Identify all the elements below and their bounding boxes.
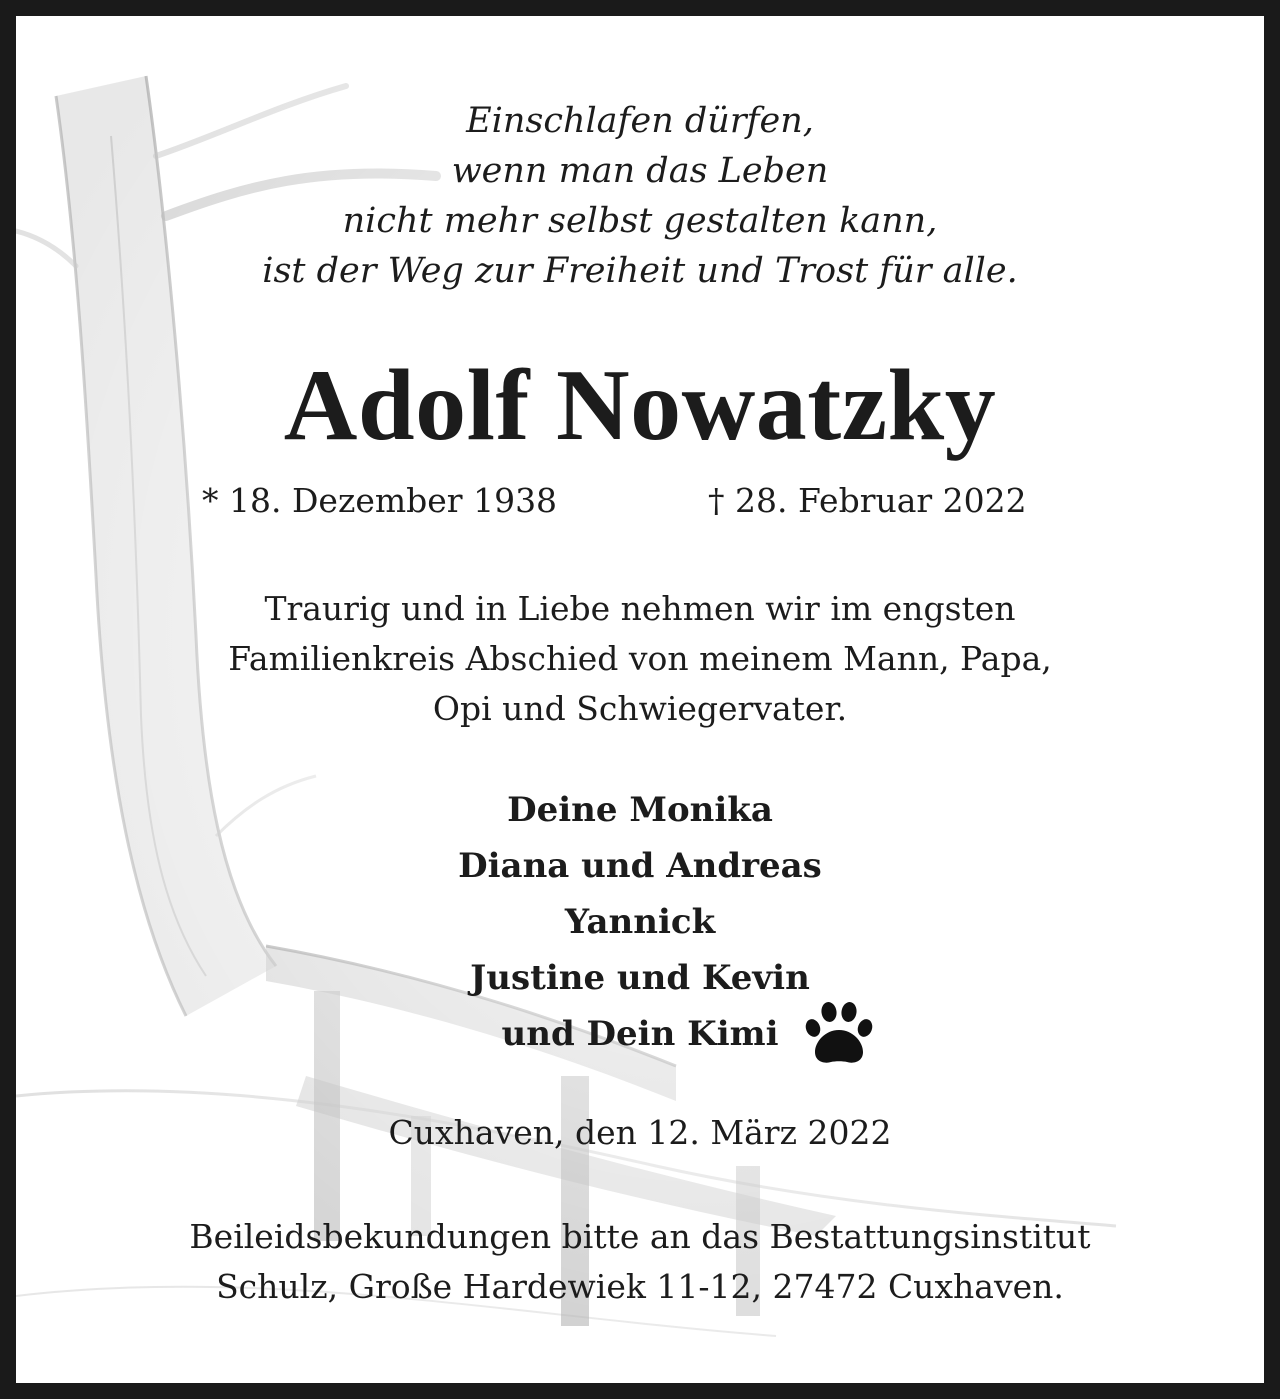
poem-line: Einschlafen dürfen, xyxy=(466,101,814,141)
place-and-date: Cuxhaven, den 12. März 2022 xyxy=(388,1113,892,1152)
notice-content xyxy=(16,16,1264,1383)
message-line: Opi und Schwiegervater. xyxy=(432,689,848,728)
poem xyxy=(16,96,1264,296)
family-line: Deine Monika xyxy=(507,790,773,830)
kimi-wrapper xyxy=(502,1006,779,1062)
family-line-text: und Dein Kimi xyxy=(501,1014,779,1054)
closing-line: Beileidsbekundungen bitte an das Bestattungsinstitut xyxy=(189,1217,1091,1256)
family-line: Diana und Andreas xyxy=(458,846,822,886)
farewell-message xyxy=(16,584,1264,734)
condolence-note xyxy=(16,1212,1264,1312)
birth-date: * 18. Dezember 1938 xyxy=(202,481,558,520)
poem-line: ist der Weg zur Freiheit und Trost für alle. xyxy=(262,251,1018,291)
message-line: Familienkreis Abschied von meinem Mann, Papa, xyxy=(228,639,1052,678)
message-line: Traurig und in Liebe nehmen wir im engsten xyxy=(264,589,1016,628)
family-line: Yannick xyxy=(564,902,716,942)
paw-print-icon xyxy=(803,1000,883,1070)
family-line: Justine und Kevin xyxy=(470,958,810,998)
death-date: † 28. Februar 2022 xyxy=(708,481,1027,520)
poem-line: wenn man das Leben xyxy=(451,151,829,191)
closing-line: Schulz, Große Hardewiek 11-12, 27472 Cuxhaven. xyxy=(216,1267,1064,1306)
family-line-kimi xyxy=(16,1006,1264,1062)
poem-line: nicht mehr selbst gestalten kann, xyxy=(342,201,938,241)
family-signatures xyxy=(16,782,1264,1062)
deceased-name: Adolf Nowatzky xyxy=(283,349,997,462)
